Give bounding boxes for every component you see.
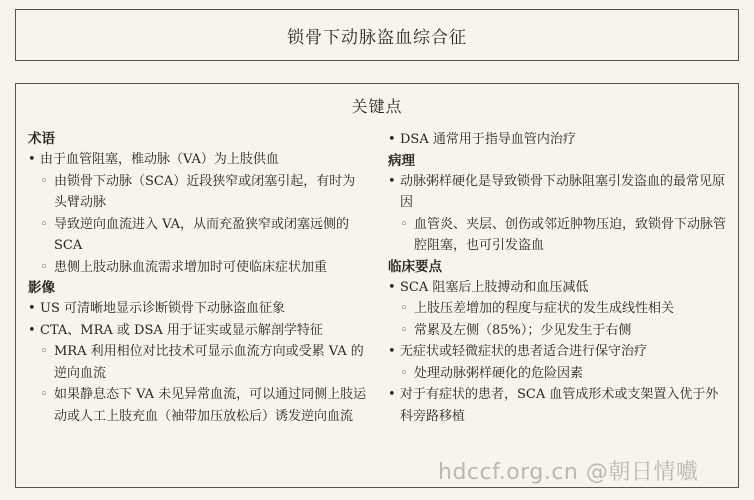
list-item: • SCA 阻塞后上肢搏动和血压减低 <box>388 277 728 299</box>
key-points-title: 关键点 <box>351 97 403 116</box>
page-title-box <box>15 9 739 61</box>
list-item: ◦ 处理动脉粥样硬化的危险因素 <box>388 363 728 385</box>
list-item: ◦ 常累及左侧（85%）；少见发生于右侧 <box>388 320 728 342</box>
list-item: • 对于有症状的患者，SCA 血管成形术或支架置入优于外科旁路移植 <box>388 384 728 427</box>
clinical-heading: 临床要点 <box>388 258 442 275</box>
list-item: ◦ 血管炎、夹层、创伤或邻近肿物压迫，致锁骨下动脉管腔阻塞，也可引发盗血 <box>388 214 728 257</box>
imaging-heading: 影像 <box>28 280 55 296</box>
right-column <box>388 129 728 427</box>
page-title: 锁骨下动脉盗血综合征 <box>287 27 467 48</box>
list-item: ◦ 导致逆向血流进入 VA，从而充盈狭窄或闭塞远侧的 SCA <box>28 214 368 257</box>
list-item: ◦ 如果静息态下 VA 未见异常血流，可以通过同侧上肢运动或人工上肢充血（袖带加压放松后）诱发逆向血流 <box>28 384 368 427</box>
list-item: ◦ 由锁骨下动脉（SCA）近段狭窄或闭塞引起，有时为头臂动脉 <box>28 171 368 214</box>
watermark: hdccf.org.cn @朝日情嚱 <box>438 460 699 485</box>
list-item: ◦ MRA 利用相位对比技术可显示血流方向或受累 VA 的逆向血流 <box>28 341 368 384</box>
list-item: • 由于血管阻塞，椎动脉（VA）为上肢供血 <box>28 149 368 171</box>
key-points-box <box>15 83 739 488</box>
list-item: ◦ 患侧上肢动脉血流需求增加时可使临床症状加重 <box>28 257 368 279</box>
terms-heading: 术语 <box>28 131 55 147</box>
list-item: ◦ 上肢压差增加的程度与症状的发生成线性相关 <box>388 298 728 320</box>
list-item: • US 可清晰地显示诊断锁骨下动脉盗血征象 <box>28 298 368 320</box>
left-column <box>28 129 368 427</box>
list-item: • DSA 通常用于指导血管内治疗 <box>388 129 728 151</box>
list-item: • 动脉粥样硬化是导致锁骨下动脉阻塞引发盗血的最常见原因 <box>388 171 728 214</box>
pathology-heading: 病理 <box>388 152 415 169</box>
list-item: • CTA、MRA 或 DSA 用于证实或显示解剖学特征 <box>28 320 368 342</box>
list-item: • 无症状或轻微症状的患者适合进行保守治疗 <box>388 341 728 363</box>
